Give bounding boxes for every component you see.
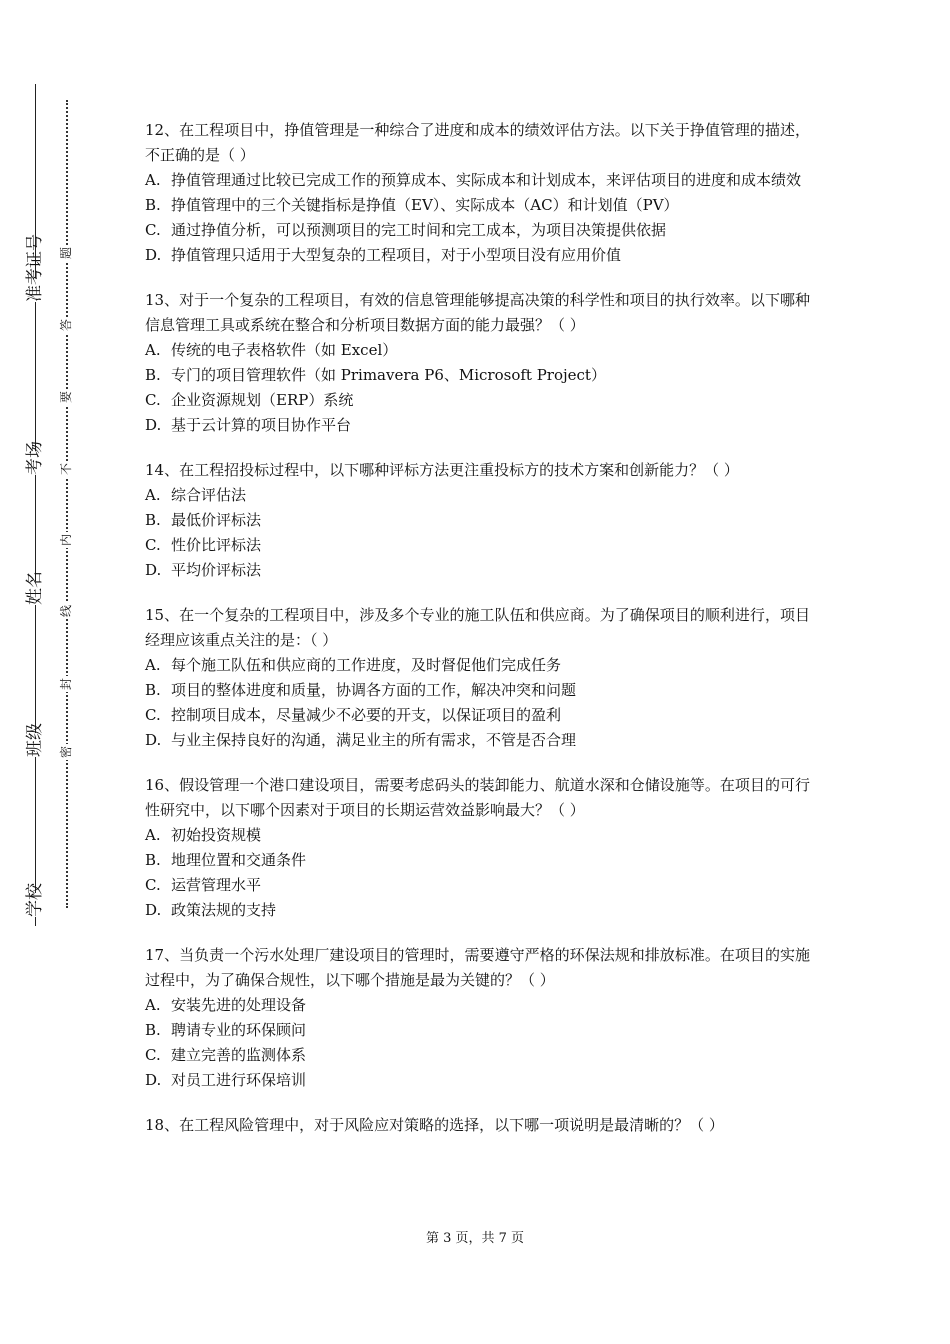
option-text: 传统的电子表格软件（如 Excel）	[171, 341, 398, 359]
option-text: 企业资源规划（ERP）系统	[171, 391, 354, 409]
option-letter: C.	[145, 391, 161, 409]
option-letter: C.	[145, 706, 161, 724]
option-b	[145, 508, 810, 533]
option-b	[145, 1018, 810, 1043]
page-footer: 第 3 页，共 7 页	[425, 1231, 525, 1246]
question-18	[145, 1113, 810, 1138]
binding-dotted-line	[66, 100, 68, 908]
option-text: 项目的整体进度和质量，协调各方面的工作，解决冲突和问题	[171, 681, 577, 699]
option-text: 专门的项目管理软件（如 Primavera P6、Microsoft Project）	[171, 366, 606, 384]
option-text: 挣值管理通过比较已完成工作的预算成本、实际成本和计划成本，来评估项目的进度和成本绩效	[171, 171, 802, 189]
option-d	[145, 728, 810, 753]
option-c	[145, 533, 810, 558]
seal-char: 题	[59, 247, 73, 260]
option-text: 基于云计算的项目协作平台	[171, 416, 352, 434]
option-text: 每个施工队伍和供应商的工作进度，及时督促他们完成任务	[171, 656, 562, 674]
option-d	[145, 1068, 810, 1093]
question-14	[145, 458, 810, 583]
option-b	[145, 193, 810, 218]
seal-char: 封	[59, 678, 73, 691]
question-stem: 15、在一个复杂的工程项目中，涉及多个专业的施工队伍和供应商。为了确保项目的顺利进行，项目经理应该重点关注的是：（ ）	[145, 606, 810, 649]
option-d	[145, 413, 810, 438]
option-text: 综合评估法	[171, 486, 247, 504]
option-text: 对员工进行环保培训	[171, 1071, 307, 1089]
question-stem: 12、在工程项目中，挣值管理是一种综合了进度和成本的绩效评估方法。以下关于挣值管理的描述，不正确的是（ ）	[145, 121, 810, 164]
ticket-number-label: 准考证号	[25, 234, 45, 302]
option-text: 控制项目成本，尽量减少不必要的开支，以保证项目的盈利	[171, 706, 562, 724]
option-text: 安装先进的处理设备	[171, 996, 307, 1014]
question-stem: 16、假设管理一个港口建设项目，需要考虑码头的装卸能力、航道水深和仓储设施等。在项目的可行性研究中，以下哪个因素对于项目的长期运营效益影响最大？（ ）	[145, 776, 810, 819]
option-list	[145, 993, 810, 1093]
option-text: 挣值管理只适用于大型复杂的工程项目，对于小型项目没有应用价值	[171, 246, 622, 264]
question-stem: 14、在工程招投标过程中，以下哪种评标方法更注重投标方的技术方案和创新能力？（ ）	[145, 461, 739, 479]
name-label: 姓名	[25, 571, 45, 605]
option-letter: A.	[145, 341, 161, 359]
option-text: 运营管理水平	[171, 876, 262, 894]
seal-char: 不	[59, 463, 73, 476]
question-stem: 13、对于一个复杂的工程项目，有效的信息管理能够提高决策的科学性和项目的执行效率。以下哪种信息管理工具或系统在整合和分析项目数据方面的能力最强？（ ）	[145, 291, 810, 334]
option-b	[145, 848, 810, 873]
question-13	[145, 288, 810, 438]
option-text: 初始投资规模	[171, 826, 262, 844]
option-letter: A.	[145, 826, 161, 844]
option-a	[145, 483, 810, 508]
option-a	[145, 823, 810, 848]
option-c	[145, 388, 810, 413]
option-list	[145, 823, 810, 923]
option-letter: D.	[145, 416, 162, 434]
option-letter: D.	[145, 246, 162, 264]
option-list	[145, 338, 810, 438]
option-letter: C.	[145, 536, 161, 554]
option-c	[145, 703, 810, 728]
question-12	[145, 118, 810, 268]
option-text: 政策法规的支持	[171, 901, 277, 919]
class-label: 班级	[25, 723, 45, 757]
question-stem: 17、当负责一个污水处理厂建设项目的管理时，需要遵守严格的环保法规和排放标准。在项目的实施过程中，为了确保合规性，以下哪个措施是最为关键的？（ ）	[145, 946, 810, 989]
seal-char: 要	[59, 391, 73, 404]
option-c	[145, 218, 810, 243]
option-text: 最低价评标法	[171, 511, 262, 529]
option-text: 与业主保持良好的沟通，满足业主的所有需求，不管是否合理	[171, 731, 577, 749]
option-c	[145, 873, 810, 898]
option-a	[145, 168, 810, 193]
option-letter: D.	[145, 731, 162, 749]
option-a	[145, 338, 810, 363]
question-17	[145, 943, 810, 1093]
seal-char: 内	[59, 534, 73, 547]
option-letter: A.	[145, 171, 161, 189]
option-list	[145, 168, 810, 268]
option-d	[145, 558, 810, 583]
question-stem: 18、在工程风险管理中，对于风险应对策略的选择，以下哪一项说明是最清晰的？（ ）	[145, 1116, 724, 1134]
option-letter: C.	[145, 221, 161, 239]
option-letter: D.	[145, 1071, 162, 1089]
option-text: 通过挣值分析，可以预测项目的完工时间和完工成本，为项目决策提供依据	[171, 221, 667, 239]
option-letter: B.	[145, 681, 161, 699]
option-text: 聘请专业的环保顾问	[171, 1021, 307, 1039]
option-text: 性价比评标法	[171, 536, 262, 554]
option-letter: B.	[145, 366, 161, 384]
seal-char: 密	[59, 746, 73, 759]
option-letter: D.	[145, 901, 162, 919]
school-label: 学校	[25, 883, 45, 917]
option-d	[145, 243, 810, 268]
option-letter: B.	[145, 1021, 161, 1039]
option-text: 建立完善的监测体系	[171, 1046, 307, 1064]
question-15	[145, 603, 810, 753]
question-list	[145, 118, 810, 1158]
option-letter: B.	[145, 511, 161, 529]
option-letter: C.	[145, 1046, 161, 1064]
option-text: 平均价评标法	[171, 561, 262, 579]
option-a	[145, 653, 810, 678]
option-letter: D.	[145, 561, 162, 579]
option-b	[145, 363, 810, 388]
option-letter: B.	[145, 196, 161, 214]
exam-room-label: 考场	[25, 441, 45, 475]
option-d	[145, 898, 810, 923]
binding-solid-line	[35, 84, 36, 926]
option-list	[145, 653, 810, 753]
option-a	[145, 993, 810, 1018]
option-list	[145, 483, 810, 583]
option-c	[145, 1043, 810, 1068]
option-text: 挣值管理中的三个关键指标是挣值（EV）、实际成本（AC）和计划值（PV）	[171, 196, 679, 214]
seal-char: 答	[59, 319, 73, 332]
question-16	[145, 773, 810, 923]
option-letter: A.	[145, 656, 161, 674]
option-letter: C.	[145, 876, 161, 894]
option-b	[145, 678, 810, 703]
option-letter: B.	[145, 851, 161, 869]
option-text: 地理位置和交通条件	[171, 851, 307, 869]
option-letter: A.	[145, 996, 161, 1014]
seal-char: 线	[59, 605, 73, 618]
option-letter: A.	[145, 486, 161, 504]
